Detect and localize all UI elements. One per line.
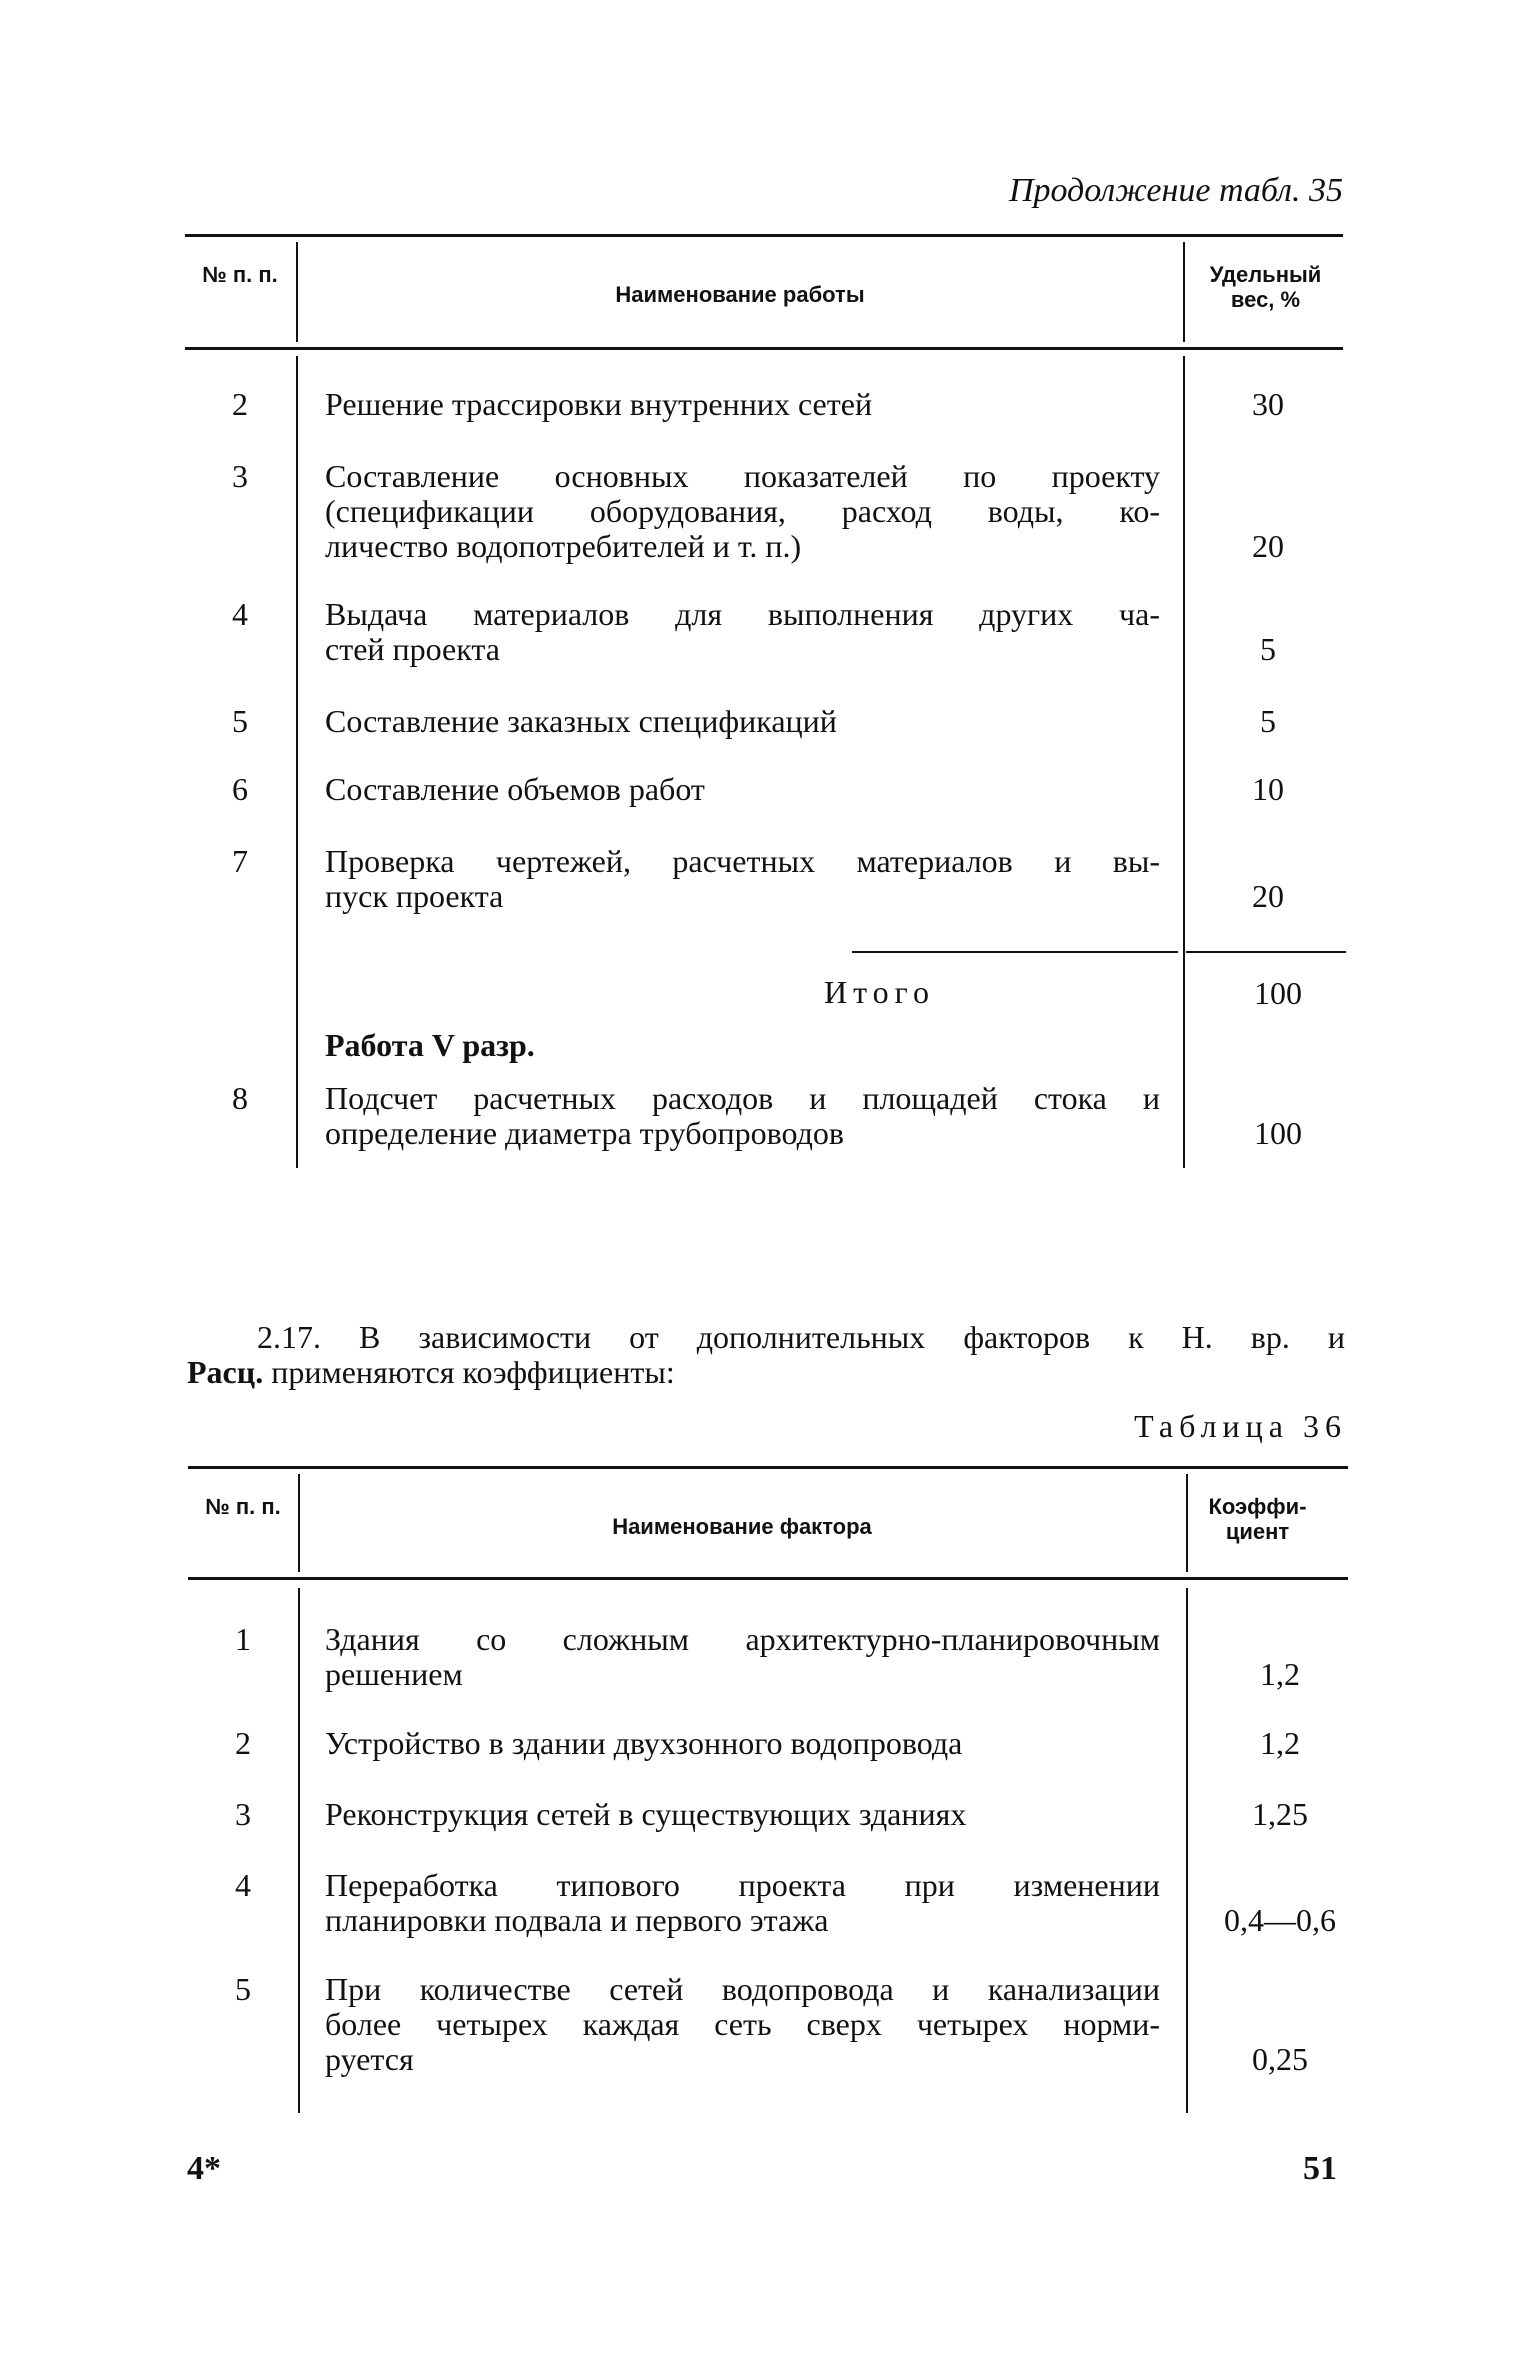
page-number: 51 — [1303, 2150, 1337, 2187]
row-value: 30 — [1252, 386, 1284, 422]
row-number: 4 — [235, 1867, 251, 1903]
row-number: 2 — [235, 1725, 251, 1761]
row-description — [325, 772, 1160, 807]
table35-divider — [1183, 356, 1185, 1168]
row-value: 5 — [1260, 631, 1276, 667]
paragraph-line — [187, 1355, 1345, 1390]
row-number: 8 — [232, 1080, 248, 1116]
row-description — [325, 1726, 1160, 1761]
table35-header-name: Наименование работы — [615, 282, 865, 307]
description-line: Проверка чертежей, расчетных материалов и вы- — [325, 843, 1160, 879]
row-number: 4 — [232, 596, 248, 632]
table36-header-name: Наименование фактора — [612, 1514, 872, 1539]
row-value: 100 — [1254, 1115, 1302, 1151]
row-description — [325, 597, 1160, 667]
table35-header-rule — [185, 347, 1343, 350]
row-value: 1,25 — [1252, 1796, 1308, 1832]
description-line: решением — [325, 1656, 463, 1692]
row-number: 2 — [232, 386, 248, 422]
description-line: стей проекта — [325, 631, 500, 667]
row-number: 7 — [232, 843, 248, 879]
total-value: 100 — [1254, 975, 1302, 1011]
table35-divider — [296, 242, 298, 342]
total-label: Итого — [824, 974, 935, 1010]
table36-header-rule — [188, 1577, 1348, 1580]
description-line: руется — [325, 2041, 414, 2077]
description-line: Составление основных показателей по проекту — [325, 458, 1160, 494]
row-description — [325, 1972, 1160, 2077]
description-line: Выдача материалов для выполнения других ча- — [325, 596, 1160, 632]
section-label: Работа V разр. — [325, 1027, 535, 1063]
description-line: определение диаметра трубопроводов — [325, 1115, 844, 1151]
description-line: более четырех каждая сеть сверх четырех норми- — [325, 2006, 1160, 2042]
row-description — [325, 704, 1160, 739]
description-line: (спецификации оборудования, расход воды, ко- — [325, 493, 1160, 529]
row-value: 0,25 — [1252, 2041, 1308, 2077]
row-number: 1 — [235, 1621, 251, 1657]
row-value: 0,4—0,6 — [1224, 1902, 1336, 1938]
table36-header-num: № п. п. — [205, 1494, 281, 1519]
description-line: планировки подвала и первого этажа — [325, 1902, 829, 1938]
row-description — [325, 1797, 1160, 1832]
table36-divider — [1186, 1474, 1188, 1572]
table36-divider — [298, 1588, 300, 2113]
row-description — [325, 844, 1160, 914]
table35-divider — [296, 356, 298, 1168]
description-line: Устройство в здании двухзонного водопровода — [325, 1725, 963, 1761]
table35-header-value: Удельный вес, % — [1209, 262, 1322, 312]
signature-mark: 4* — [187, 2150, 221, 2187]
row-description — [325, 1622, 1160, 1692]
description-line: При количестве сетей водопровода и канализации — [325, 1971, 1160, 2007]
row-value: 10 — [1252, 771, 1284, 807]
table35-header-num: № п. п. — [202, 262, 278, 287]
description-line: личество водопотребителей и т. п.) — [325, 528, 802, 564]
table35-top-rule — [185, 234, 1343, 237]
row-description — [325, 387, 1160, 422]
paragraph-bold-term: Расц. — [187, 1354, 264, 1390]
description-line: Составление заказных спецификаций — [325, 703, 837, 739]
description-line: Здания со сложным архитектурно-планировочным — [325, 1621, 1160, 1657]
row-value: 5 — [1260, 703, 1276, 739]
table36-top-rule — [188, 1466, 1348, 1469]
description-line: Реконструкция сетей в существующих зданиях — [325, 1796, 967, 1832]
table35-divider — [1183, 242, 1185, 342]
total-rule — [1186, 951, 1346, 953]
description-line: Переработка типового проекта при изменении — [325, 1867, 1160, 1903]
row-value: 1,2 — [1260, 1656, 1300, 1692]
total-rule — [852, 951, 1178, 953]
row-value: 20 — [1252, 878, 1284, 914]
description-line: Подсчет расчетных расходов и площадей стока и — [325, 1080, 1160, 1116]
row-description — [325, 1868, 1160, 1938]
table36-divider — [1186, 1588, 1188, 2113]
paragraph-line: 2.17. В зависимости от дополнительных факторов к Н. вр. и — [257, 1319, 1345, 1355]
row-description — [325, 1081, 1160, 1151]
row-value: 1,2 — [1260, 1725, 1300, 1761]
paragraph-2-17 — [187, 1320, 1345, 1390]
row-number: 3 — [232, 458, 248, 494]
row-number: 5 — [232, 703, 248, 739]
row-value: 20 — [1252, 528, 1284, 564]
paragraph-text: применяются коэффициенты: — [263, 1354, 675, 1390]
row-number: 3 — [235, 1796, 251, 1832]
row-number: 5 — [235, 1971, 251, 2007]
description-line: Составление объемов работ — [325, 771, 705, 807]
row-number: 6 — [232, 771, 248, 807]
description-line: пуск проекта — [325, 878, 504, 914]
row-description — [325, 459, 1160, 564]
table36-header-value: Коэффи- циент — [1208, 1494, 1307, 1544]
table36-caption: Таблица 36 — [1134, 1408, 1347, 1444]
table36-divider — [298, 1474, 300, 1572]
description-line: Решение трассировки внутренних сетей — [325, 386, 873, 422]
table35-caption: Продолжение табл. 35 — [1008, 172, 1343, 209]
